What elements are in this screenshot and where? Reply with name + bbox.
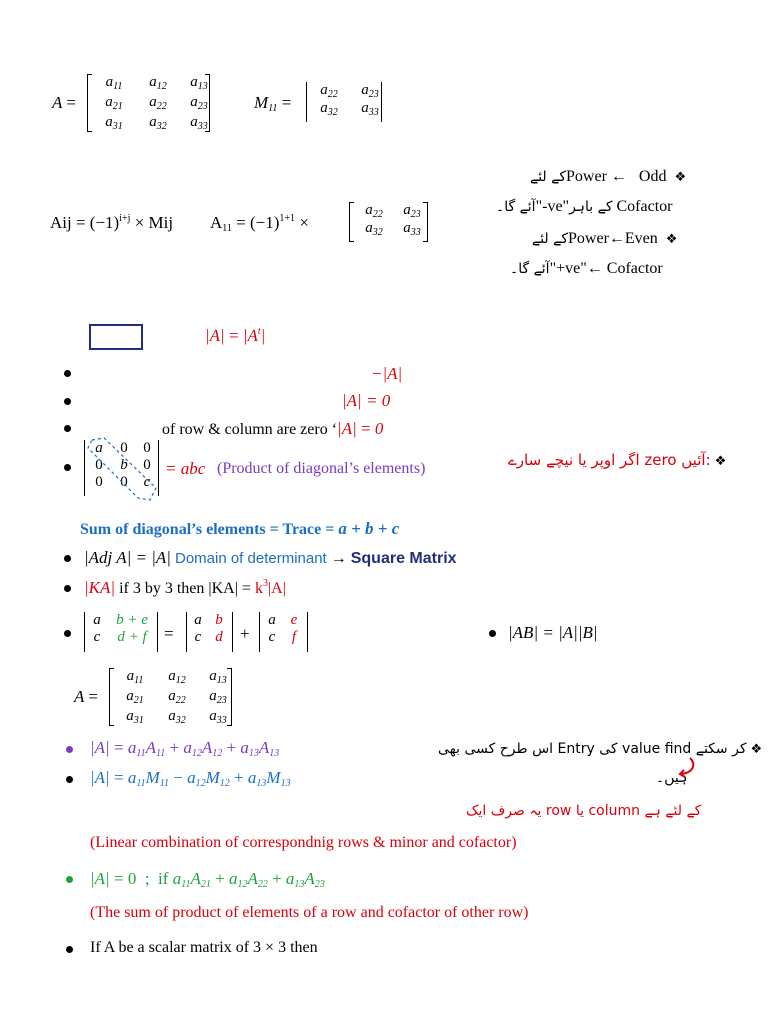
a31: $a_{31}$ (105, 114, 123, 132)
zero-sum-note: (The sum of product of elements of a row and cofactor of other row) (90, 904, 529, 921)
ab-property: |AB| = |A||B| (508, 623, 598, 642)
zero-sum-line: |A| = 0 ; if $a_{11}A_{21} + a_{12}A_{22} + a_{13}A_{23}$ (90, 869, 325, 890)
negation-property: −|A| (371, 364, 403, 383)
sl-df: d + f (117, 629, 147, 645)
expansion-lhs: A = (74, 687, 98, 706)
e-a11: $a_{11}$ (126, 668, 144, 686)
adj-line: |Adj A| = |A| Domain of determinant → Square Matrix (84, 548, 457, 567)
split-eq: = (164, 624, 174, 643)
cofactor-right-bracket (423, 202, 428, 242)
a11: $a_{11}$ (105, 74, 123, 92)
sm-a: a (194, 612, 202, 628)
a32: $a_{32}$ (149, 114, 167, 132)
urdu-note-positive: آئے گا۔"+ve"← Cofactor (510, 260, 663, 277)
m-a33: $a_{33}$ (361, 100, 379, 118)
red-arrow (676, 756, 698, 778)
d-0c: 0 (95, 457, 103, 473)
empty-box (89, 324, 143, 350)
bullet-5 (64, 555, 71, 562)
split-plus: + (240, 624, 250, 643)
d-a: a (95, 440, 103, 456)
zero-property: |A| = 0 (342, 391, 391, 410)
a13: $a_{13}$ (190, 74, 208, 92)
urdu-zero-note: اگر اوپر یا نیچے سارے zero آئیں: ❖ (508, 451, 727, 469)
trace-line: Sum of diagonal’s elements = Trace = a + b + c (80, 519, 400, 538)
urdu-rowcol-note: یہ صرف ایک row یا column کے لئے ہے (466, 803, 702, 819)
transpose-property: $|A| = |A^t|$ (205, 326, 266, 345)
bullet-6 (64, 585, 71, 592)
split-matrix-right (261, 612, 305, 646)
matrix-a-right-bracket (205, 74, 210, 132)
sr-c: c (268, 629, 276, 645)
diagonal-dashed-outline (84, 436, 160, 502)
sm-c: c (194, 629, 202, 645)
sm-d: d (215, 629, 223, 645)
c-a32: $a_{32}$ (365, 220, 383, 238)
sl-a: a (93, 612, 101, 628)
e-a23: $a_{23}$ (209, 688, 227, 706)
sr-f: f (291, 629, 297, 645)
split-matrix-left (86, 612, 156, 646)
split-left-bar-2 (186, 612, 187, 652)
cofactor-matrix (353, 202, 429, 238)
diagonal-note: (Product of diagonal’s elements) (217, 460, 426, 477)
c-a23: $a_{23}$ (403, 202, 421, 220)
cofactor-specific: $A_{11} = (-1)^{1+1}$ × (210, 213, 309, 234)
d-0b: 0 (143, 440, 151, 456)
bullet-8 (66, 746, 73, 753)
split-left-bar-3 (259, 612, 260, 652)
bullet-3 (64, 425, 71, 432)
urdu-note-negative: آئے گا۔"-ve"کے باہر Cofactor (496, 198, 673, 215)
scalar-matrix-line: If A be a scalar matrix of 3 × 3 then (90, 939, 318, 956)
bullet-4 (64, 464, 71, 471)
sl-be: b + e (116, 612, 148, 628)
sl-c: c (93, 629, 101, 645)
matrix-a-lhs: A = (52, 93, 76, 112)
d-0a: 0 (120, 440, 128, 456)
split-right-bar-1 (157, 612, 158, 652)
bullet-10 (66, 876, 73, 883)
e-a32: $a_{32}$ (168, 708, 186, 726)
bullet-9 (66, 776, 73, 783)
minor-m11 (308, 82, 390, 118)
minor-left-bar (306, 82, 307, 122)
linear-combination-note: (Linear combination of correspondnig rows & minor and cofactor) (90, 834, 517, 851)
d-0d: 0 (143, 457, 151, 473)
exp-right-bracket (227, 668, 232, 726)
a21: $a_{21}$ (105, 94, 123, 112)
bullet-7 (64, 630, 71, 637)
m-a32: $a_{32}$ (320, 100, 338, 118)
e-a31: $a_{31}$ (126, 708, 144, 726)
minor-right-bar (381, 82, 382, 122)
c-a22: $a_{22}$ (365, 202, 383, 220)
d-0f: 0 (120, 474, 128, 490)
det-cofactor-expansion: $|A| = a_{11}A_{11} + a_{12}A_{12} + a_{13}A_{13}$ (90, 738, 280, 759)
bullet-11 (66, 946, 73, 953)
d-b: b (120, 457, 128, 473)
a23: $a_{23}$ (190, 94, 208, 112)
d-c: c (143, 474, 151, 490)
split-left-bar-1 (84, 612, 85, 652)
cofactor-general: Aij = $(-1)^{i+j}$ × Mij (50, 213, 174, 232)
urdu-note-odd: کے لئےPower ← Odd ❖ (530, 168, 687, 185)
sr-a: a (268, 612, 276, 628)
e-a12: $a_{12}$ (168, 668, 186, 686)
expansion-matrix (114, 668, 238, 726)
sm-b: b (215, 612, 223, 628)
c-a33: $a_{33}$ (403, 220, 421, 238)
sr-e: e (290, 612, 298, 628)
bullet-1 (64, 370, 71, 377)
e-a33: $a_{33}$ (209, 708, 227, 726)
split-right-bar-3 (307, 612, 308, 652)
det-minor-expansion: $|A| = a_{11}M_{11} - a_{12}M_{12} + a_{13}M_{13}$ (90, 768, 291, 789)
bullet-ab (489, 630, 496, 637)
ka-line: |KA| if 3 by 3 then $|KA| = k^3|A|$ (84, 578, 286, 597)
urdu-entry-note-2: ہیں۔ (656, 770, 688, 786)
m-a22: $a_{22}$ (320, 82, 338, 100)
m-a23: $a_{23}$ (361, 82, 379, 100)
d-0e: 0 (95, 474, 103, 490)
urdu-note-even: کے لئےPower←Even ❖ (532, 230, 678, 247)
urdu-entry-note: اس طرح کسی بھی Entry کی value find کر سکتے ❖ (438, 741, 763, 757)
e-a22: $a_{22}$ (168, 688, 186, 706)
a22: $a_{22}$ (149, 94, 167, 112)
e-a21: $a_{21}$ (126, 688, 144, 706)
e-a13: $a_{13}$ (209, 668, 227, 686)
matrix-a (92, 74, 218, 132)
bullet-2 (64, 398, 71, 405)
a12: $a_{12}$ (149, 74, 167, 92)
minor-m11-lhs: $M_{11}$ = (254, 93, 292, 114)
a33: $a_{33}$ (190, 114, 208, 132)
split-right-bar-2 (232, 612, 233, 652)
split-matrix-mid (188, 612, 230, 646)
diagonal-result: = abc (165, 459, 206, 478)
zero-row-property: of row & column are zero ‘|A| = 0 (162, 419, 384, 438)
